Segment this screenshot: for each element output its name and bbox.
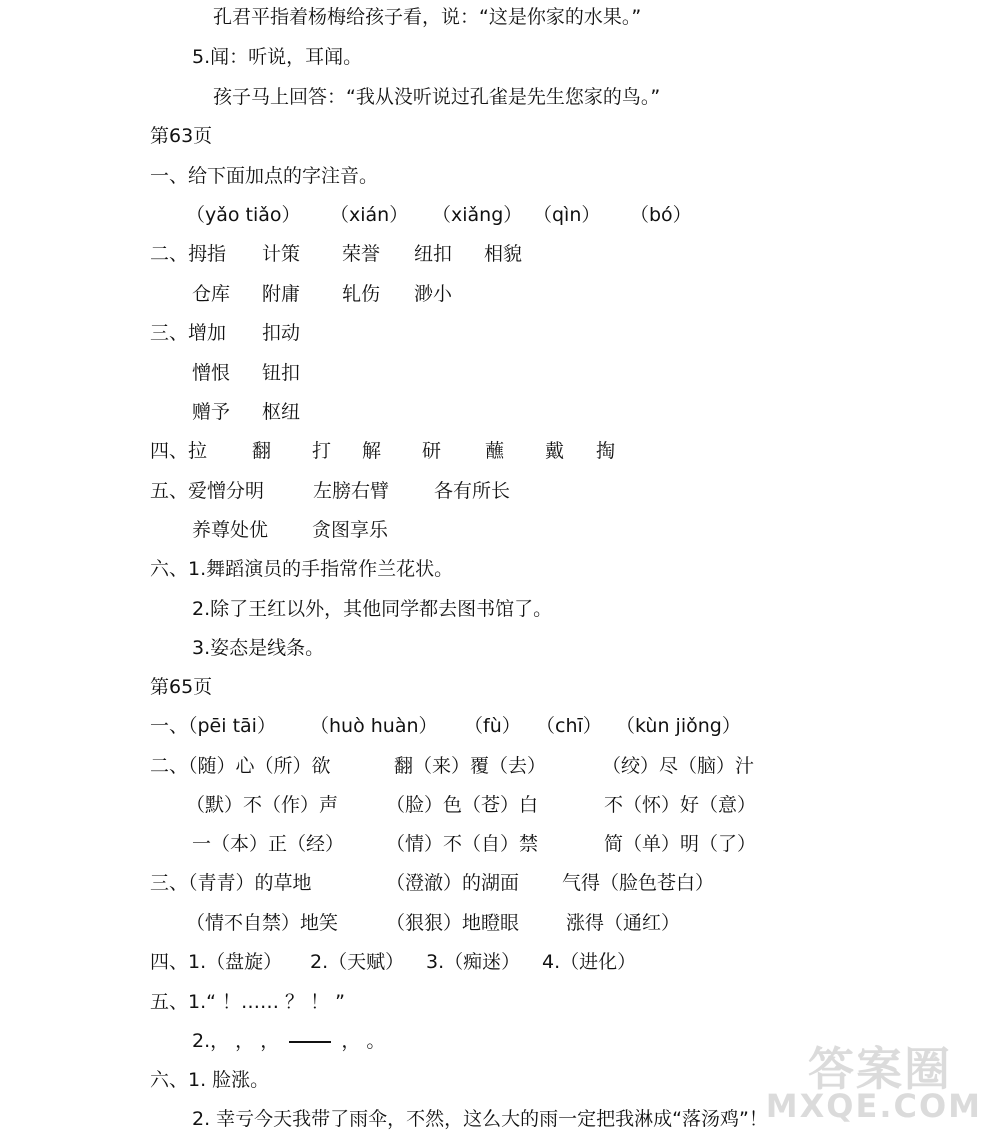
- punctuation-text: 2.， ， ，: [192, 1030, 280, 1052]
- answer-word: 二、（随）心（所）欲: [150, 755, 331, 777]
- answer-word: 掏: [596, 440, 616, 462]
- answer-word: 纽扣: [414, 243, 453, 265]
- answer-word: 计策: [262, 243, 301, 265]
- answer-word: 4.（进化）: [542, 951, 637, 973]
- pinyin-answer: （chī）: [536, 715, 602, 737]
- answer-word: 枢纽: [262, 401, 301, 423]
- answer-word: 养尊处优: [192, 519, 269, 541]
- answer-word: 仓库: [192, 283, 231, 305]
- answer-word: 解: [362, 440, 382, 462]
- answer-word: 蘸: [485, 440, 505, 462]
- answer-line: [192, 1028, 385, 1054]
- answer-word: 左膀右臂: [313, 480, 390, 502]
- text-line: 孩子马上回答：“我从没听说过孔雀是先生您家的鸟。”: [213, 86, 661, 108]
- answer-word: 相貌: [484, 243, 523, 265]
- answer-word: 二、拇指: [150, 243, 227, 265]
- answer-line: 六、1.舞蹈演员的手指常作兰花状。: [150, 558, 454, 580]
- answer-word: 简（单）明（了）: [604, 833, 757, 855]
- answer-word: 轧伤: [342, 283, 381, 305]
- pinyin-answer: （fù）: [464, 715, 521, 737]
- answer-word: 附庸: [262, 283, 301, 305]
- pinyin-answer: （yǎo tiǎo）: [186, 204, 301, 226]
- answer-word: （狠狠）地瞪眼: [386, 912, 520, 934]
- pinyin-answer: （xián）: [330, 204, 409, 226]
- answer-word: （绞）尽（脑）汁: [602, 755, 755, 777]
- text-line: 孔君平指着杨梅给孩子看，说：“这是你家的水果。”: [213, 6, 642, 28]
- punctuation-text: ， 。: [341, 1030, 386, 1052]
- pinyin-answer: （xiǎng）: [432, 204, 523, 226]
- answer-line: 2.除了王红以外，其他同学都去图书馆了。: [192, 598, 553, 620]
- section-heading-p65: 第65页: [150, 676, 213, 698]
- answer-word: 3.（痴迷）: [426, 951, 521, 973]
- watermark: [765, 1025, 992, 1135]
- answer-word: 一（本）正（经）: [192, 833, 345, 855]
- answer-word: （澄澈）的湖面: [386, 872, 520, 894]
- watermark-logo-text: 答案圈: [808, 1042, 952, 1096]
- answer-word: （脸）色（苍）白: [386, 794, 539, 816]
- answer-word: （默）不（作）声: [186, 794, 339, 816]
- answer-line: 2. 幸亏今天我带了雨伞，不然，这么大的雨一定把我淋成“落汤鸡”！: [192, 1108, 768, 1130]
- answer-word: 三、增加: [150, 322, 227, 344]
- answer-word: 荣誉: [342, 243, 381, 265]
- section-heading-p63: 第63页: [150, 125, 213, 147]
- pinyin-answer: （huò huàn）: [310, 715, 438, 737]
- answer-word: 打: [312, 440, 332, 462]
- watermark-url-text: MXQE.COM: [765, 1087, 982, 1125]
- answer-word: 五、爱憎分明: [150, 480, 265, 502]
- answer-word: 贪图享乐: [312, 519, 389, 541]
- answer-word: 三、（青青）的草地: [150, 872, 312, 894]
- answer-line: 3.姿态是线条。: [192, 637, 325, 659]
- pinyin-answer: （kùn jiǒng）: [616, 715, 741, 737]
- text-line: 5.闻：听说，耳闻。: [192, 46, 363, 68]
- answer-line: 六、1. 脸涨。: [150, 1069, 270, 1091]
- answer-word: 扣动: [262, 322, 301, 344]
- answer-word: 2.（天赋）: [310, 951, 405, 973]
- answer-word: 涨得（通红）: [566, 912, 681, 934]
- pinyin-answer: 一、（pēi tāi）: [150, 715, 276, 737]
- answer-word: 钮扣: [262, 362, 301, 384]
- answer-word: 翻: [252, 440, 272, 462]
- question-line: 一、给下面加点的字注音。: [150, 165, 379, 187]
- pinyin-answer: （bó）: [630, 204, 692, 226]
- pinyin-answer: （qìn）: [533, 204, 601, 226]
- answer-word: （情）不（自）禁: [386, 833, 539, 855]
- dash-mark: [289, 1041, 331, 1043]
- answer-word: 四、拉: [150, 440, 208, 462]
- answer-word: 气得（脸色苍白）: [562, 872, 715, 894]
- answer-word: 不（怀）好（意）: [604, 794, 757, 816]
- answer-word: 憎恨: [192, 362, 231, 384]
- answer-word: 翻（来）覆（去）: [394, 755, 547, 777]
- answer-word: 戴: [545, 440, 565, 462]
- answer-word: 赠予: [192, 401, 231, 423]
- answer-word: 各有所长: [434, 480, 511, 502]
- answer-word: 四、1.（盘旋）: [150, 951, 283, 973]
- answer-line: 五、1.“ ！…… ？ ！ ”: [150, 991, 345, 1013]
- answer-word: （情不自禁）地笑: [186, 912, 339, 934]
- answer-word: 研: [422, 440, 442, 462]
- answer-word: 渺小: [414, 283, 453, 305]
